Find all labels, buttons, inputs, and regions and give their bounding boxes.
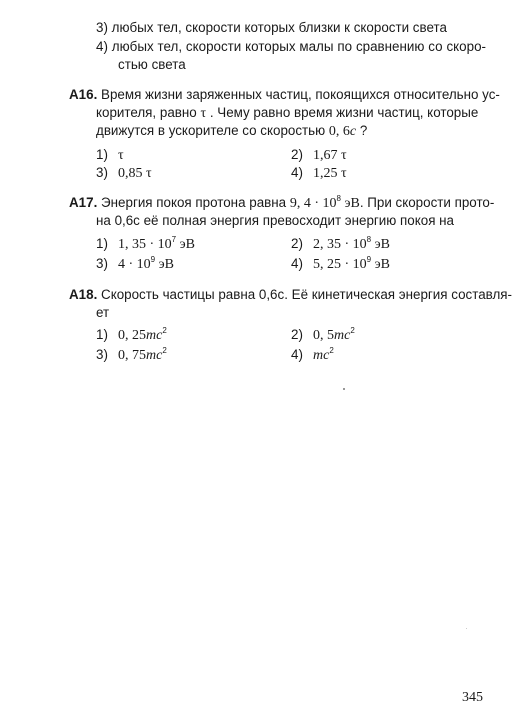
option-exponent: 2 (162, 346, 167, 355)
option-number: 2) (291, 147, 303, 162)
a16-option-2 (291, 147, 347, 164)
answer-4-line-2: стью света (118, 57, 186, 72)
energy-mantissa: 9, 4 · 10 (289, 196, 337, 211)
question-a16-line-2 (96, 105, 478, 122)
option-mc: mc (146, 328, 163, 343)
text-fragment: . При скорости прото- (359, 195, 495, 210)
option-exponent: 2 (350, 326, 355, 335)
option-number: 3) (96, 256, 108, 271)
a17-option-1 (96, 236, 195, 254)
option-exponent: 2 (329, 346, 334, 355)
question-number: А18. (69, 287, 98, 302)
text-fragment: корителя, равно (96, 105, 201, 120)
a17-option-2 (291, 236, 390, 254)
option-number: 4) (291, 347, 303, 362)
option-mantissa: 2, 35 · 10 (313, 237, 367, 252)
option-number: 4) (291, 256, 303, 271)
option-mantissa: 1, 35 · 10 (118, 237, 172, 252)
option-number: 4) (291, 165, 303, 180)
text-fragment: . Чему равно время жизни частиц, которые (209, 105, 479, 120)
option-unit: эВ (155, 257, 174, 272)
answer-3-line: 3) любых тел, скорости которых близки к скорости света (96, 20, 447, 35)
option-mantissa: 5, 25 · 10 (313, 257, 367, 272)
energy-exponent: 8 (336, 194, 341, 203)
a18-option-3 (96, 347, 167, 365)
scan-speck (466, 628, 467, 629)
option-exponent: 9 (366, 255, 372, 264)
velocity-value: 0, 6 (328, 124, 350, 139)
option-exponent: 8 (366, 235, 372, 244)
option-number: 2) (291, 327, 303, 342)
option-mc: mc (334, 328, 351, 343)
option-exponent: 2 (162, 326, 167, 335)
option-unit: эВ (176, 237, 195, 252)
option-mc: mc (146, 348, 163, 363)
question-a16-line-1 (69, 87, 500, 103)
option-exponent: 7 (171, 235, 177, 244)
question-number: А16. (69, 87, 98, 102)
energy-unit: эВ (340, 196, 360, 211)
answer-4-line-1: 4) любых тел, скорости которых малы по сравнению со скоро- (96, 39, 486, 54)
a16-option-1 (96, 147, 124, 164)
question-a18-line-2: ет (96, 305, 110, 320)
option-value: τ (118, 148, 124, 163)
option-number: 1) (96, 236, 108, 251)
tau-symbol: τ (200, 106, 207, 121)
question-text: Скорость частицы равна 0,6c. Её кинетическая энергия составля- (101, 287, 512, 302)
a18-option-1 (96, 327, 167, 345)
speed-of-light-symbol: c (349, 124, 357, 139)
text-fragment: Энергия покоя протона равна (101, 195, 290, 210)
option-unit: эВ (371, 237, 390, 252)
option-number: 1) (96, 327, 108, 342)
question-a16-line-3 (96, 123, 367, 140)
option-value: 1,67 τ (313, 148, 347, 163)
option-mc: mc (313, 348, 330, 363)
option-mantissa: 4 · 10 (118, 257, 151, 272)
option-exponent: 9 (150, 255, 156, 264)
a17-option-4 (291, 256, 390, 274)
option-coefficient: 0, 75 (118, 348, 146, 363)
question-text: Время жизни заряженных частиц, покоящихся относительно ус- (101, 87, 500, 102)
option-coefficient: 0, 5 (313, 328, 334, 343)
option-number: 3) (96, 165, 108, 180)
scan-speck (343, 388, 345, 390)
option-value: 1,25 τ (313, 166, 347, 181)
question-a17-line-1 (69, 195, 494, 213)
option-number: 1) (96, 147, 108, 162)
question-mark: ? (359, 123, 368, 138)
question-a18-line-1 (69, 287, 512, 303)
a18-option-2 (291, 327, 355, 345)
option-number: 2) (291, 236, 303, 251)
question-a17-line-2: на 0,6c её полная энергия превосходит энергию покоя на (96, 213, 455, 228)
a16-option-3 (96, 165, 152, 182)
question-number: А17. (69, 195, 98, 210)
option-coefficient: 0, 25 (118, 328, 146, 343)
option-number: 3) (96, 347, 108, 362)
page-number: 345 (462, 690, 483, 705)
option-value: 0,85 τ (118, 166, 152, 181)
text-fragment: движутся в ускорителе со скоростью (96, 123, 329, 138)
a17-option-3 (96, 256, 174, 274)
a16-option-4 (291, 165, 347, 182)
a18-option-4 (291, 347, 334, 365)
option-unit: эВ (371, 257, 390, 272)
